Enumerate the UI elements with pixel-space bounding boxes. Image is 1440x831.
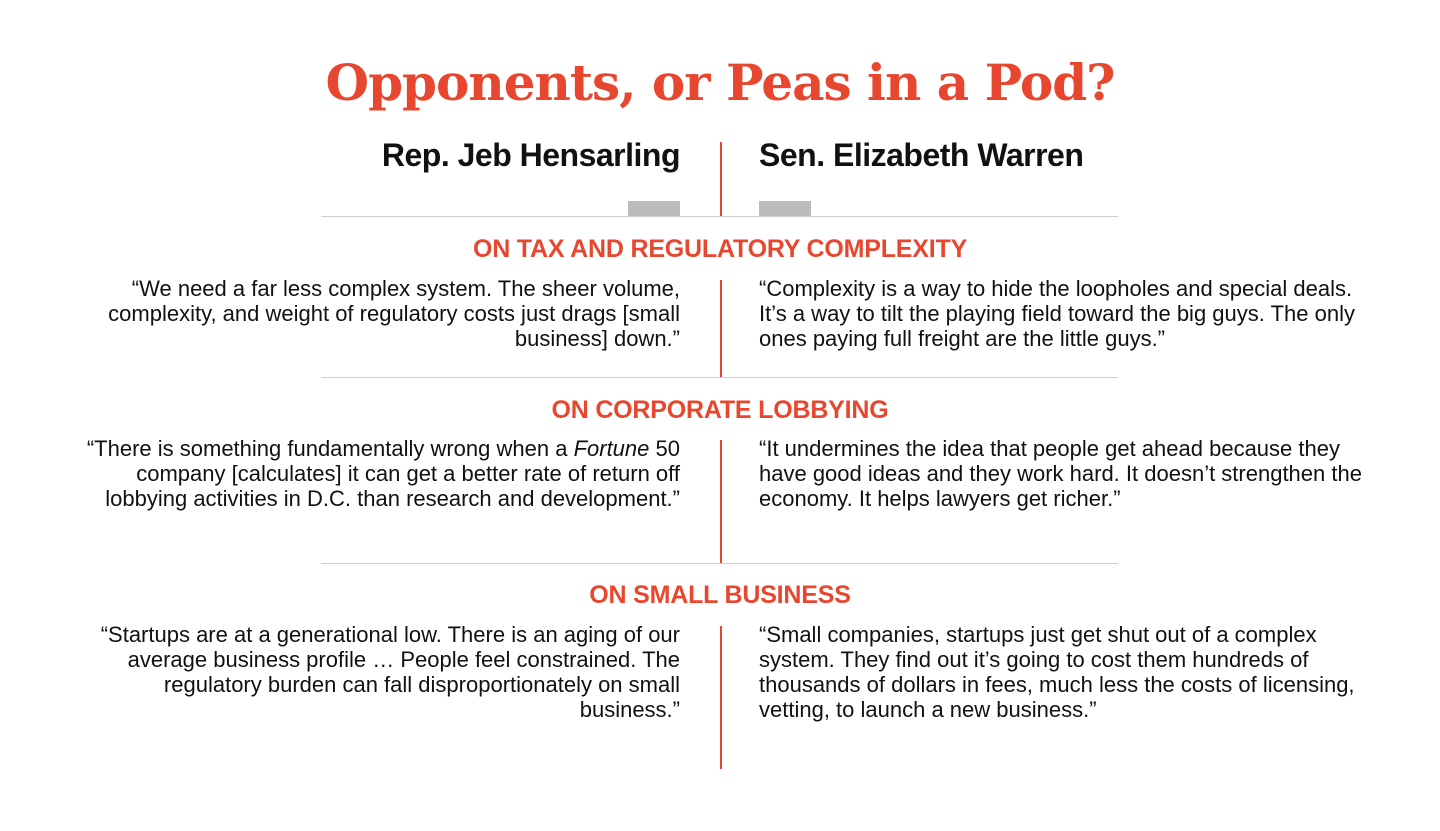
quote-warren-small-business: “Small companies, startups just get shut out of a complex system. They find out it’s going to cost them hundreds of thousands of dollars in fees, much less the costs of licensing, vetting, to launch a new business.”	[759, 622, 1355, 722]
quote-text-end: 50 company [calculates] it can get a better rate of return off lobbying activities in D.C. than research and development.”	[105, 436, 680, 511]
center-divider	[720, 440, 722, 563]
right-column-tab	[759, 201, 811, 217]
quote-hensarling-small-business: “Startups are at a generational low. There is an aging of our average business profile … People feel constrained. The regulatory burden can fall disproportionately on small business.”	[100, 622, 680, 722]
section-heading-tax-complexity: ON TAX AND REGULATORY COMPLEXITY	[472, 235, 968, 263]
left-column-tab	[628, 201, 680, 217]
section-heading-small-business: ON SMALL BUSINESS	[589, 581, 851, 609]
center-divider-header	[720, 142, 722, 217]
quote-hensarling-corporate-lobbying	[60, 436, 680, 511]
horizontal-divider	[321, 377, 1118, 378]
horizontal-divider	[321, 563, 1118, 564]
quote-warren-corporate-lobbying: “It undermines the idea that people get ahead because they have good ideas and they work hard. It doesn’t strengthen the economy. It helps lawyers get richer.”	[759, 436, 1362, 511]
quote-text-start: “There is something fundamentally wrong when a	[86, 436, 568, 461]
right-person-name: Sen. Elizabeth Warren	[759, 137, 1084, 173]
section-heading-corporate-lobbying: ON CORPORATE LOBBYING	[551, 396, 889, 424]
quote-text-italic: Fortune	[573, 436, 650, 461]
page-title: Opponents, or Peas in a Pod?	[325, 53, 1115, 112]
left-person-name: Rep. Jeb Hensarling	[381, 137, 680, 173]
horizontal-divider	[321, 216, 1118, 217]
quote-hensarling-tax-complexity: “We need a far less complex system. The sheer volume, complexity, and weight of regulatory costs just drags [small business] down.”	[108, 276, 680, 351]
center-divider	[720, 626, 722, 769]
quote-warren-tax-complexity: “Complexity is a way to hide the loopholes and special deals. It’s a way to tilt the playing field toward the big guys. The only ones paying full freight are the little guys.”	[759, 276, 1355, 351]
center-divider	[720, 280, 722, 377]
